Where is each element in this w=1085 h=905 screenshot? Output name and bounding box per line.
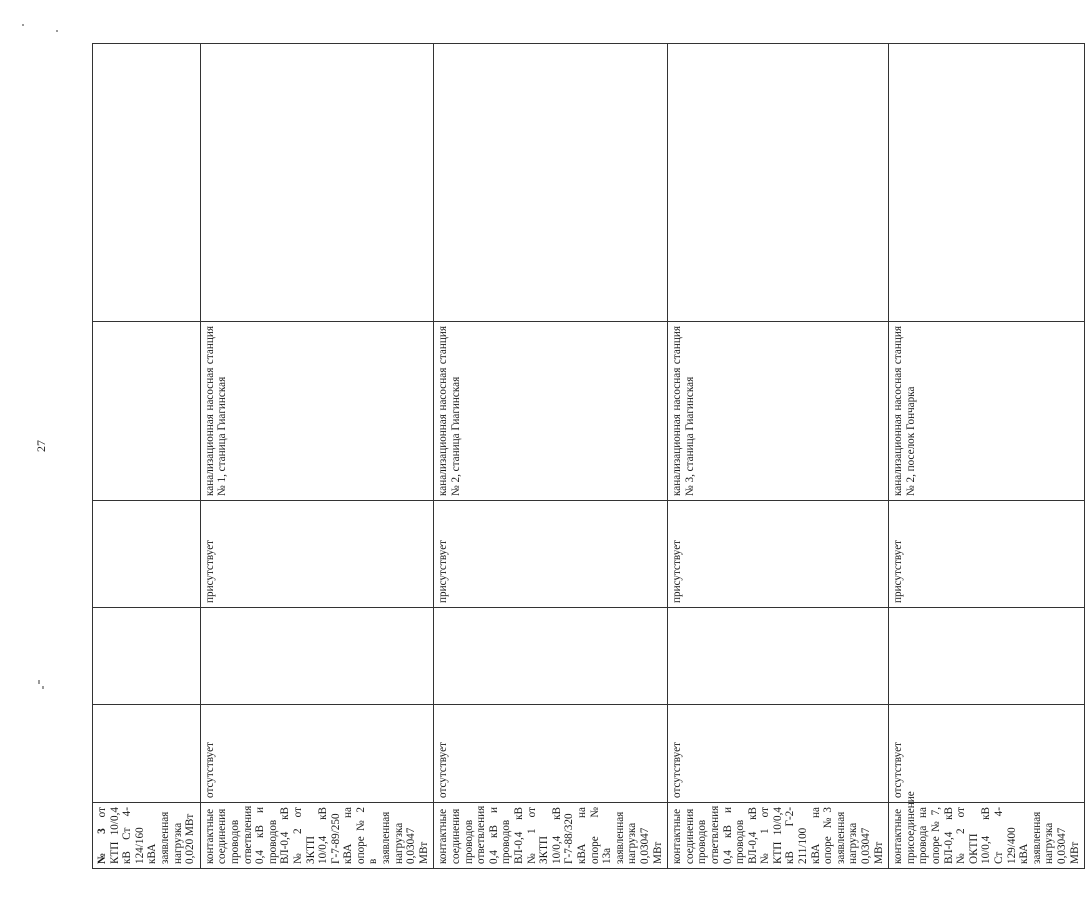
scan-speck (38, 680, 40, 684)
cell-second (200, 608, 434, 705)
cell-second (93, 608, 201, 705)
rotated-table-wrapper (92, 44, 1081, 869)
scan-speck (42, 686, 44, 689)
cell-connection-text: контактные соединения проводов ответвления 0,4 кВ и проводов ВЛ-0,4 кВ № 1 от КТП 10/0,4 кВ Г-2-211/100 кВА на опоре №3 заявленная нагрузка 0,03047 МВт (671, 805, 885, 864)
cell-connection (434, 803, 668, 869)
table-row (668, 44, 889, 869)
cell-third: отсутствует (200, 705, 434, 803)
cell-power (93, 501, 201, 608)
cell-name (93, 322, 201, 501)
table-row (889, 44, 1085, 869)
cell-name: канализационная насосная станция № 1, станица Гиагинская (200, 322, 434, 501)
table-row (93, 44, 201, 869)
cell-power: присутствует (434, 501, 668, 608)
cell-name: канализационная насосная станция № 2, станица Гиагинская (434, 322, 668, 501)
cell-power: присутствует (668, 501, 889, 608)
cell-third: отсутствует (889, 705, 1085, 803)
cell-blank (200, 44, 434, 322)
cell-connection (889, 791, 1085, 869)
cell-third (93, 705, 201, 803)
cell-connection-text: контактные присоединение провода на опоре № 7, ВЛ-0,4 кВ № 2 от ОКТП 10/0,4 кВ Ст 4-129/400 кВА заявленная нагрузка 0,03047 МВт (892, 791, 1081, 864)
page-number: 27 (34, 440, 48, 452)
cell-third: отсутствует (434, 705, 668, 803)
cell-second (434, 608, 668, 705)
cell-name: канализационная насосная станция № 2, поселок Гончарка (889, 322, 1085, 501)
cell-power: присутствует (200, 501, 434, 608)
table-row (434, 44, 668, 869)
cell-connection-lead: № 3 (96, 828, 108, 864)
cell-power: присутствует (889, 501, 1085, 608)
data-table (92, 43, 1085, 869)
cell-connection (668, 803, 889, 869)
cell-second (889, 608, 1085, 705)
cell-blank (434, 44, 668, 322)
cell-blank (93, 44, 201, 322)
cell-blank (668, 44, 889, 322)
cell-name: канализационная насосная станция № 3, станица Гиагинская (668, 322, 889, 501)
cell-second (668, 608, 889, 705)
cell-connection-text: контактные соединения проводов ответвления 0,4 кВ и проводов ВЛ-0,4 кВ № 1 от ЗКТП 10/0,4 кВ Г-7-88/320 кВА на опоре № 13а заявленная нагрузка 0,03047 МВт (437, 805, 664, 864)
cell-blank (889, 44, 1085, 322)
scan-speck (22, 24, 24, 26)
scan-speck (56, 30, 58, 32)
cell-connection (200, 803, 434, 869)
cell-connection (93, 803, 201, 869)
cell-connection-text: контактные соединения проводов ответвления 0,4 кВ и проводов ВЛ-0,4 кВ № 2 от ЗКТП 10/0,4 кВ Г-7-89/250 кВА на опоре № 2 в заявленная нагрузка 0,03047 МВт (203, 805, 430, 864)
cell-connection-text: от КТП 10/0,4 кВ Ст 4-124/160 кВА заявленная нагрузка 0,020 МВт (96, 807, 197, 864)
cell-third: отсутствует (668, 705, 889, 803)
table-row (200, 44, 434, 869)
